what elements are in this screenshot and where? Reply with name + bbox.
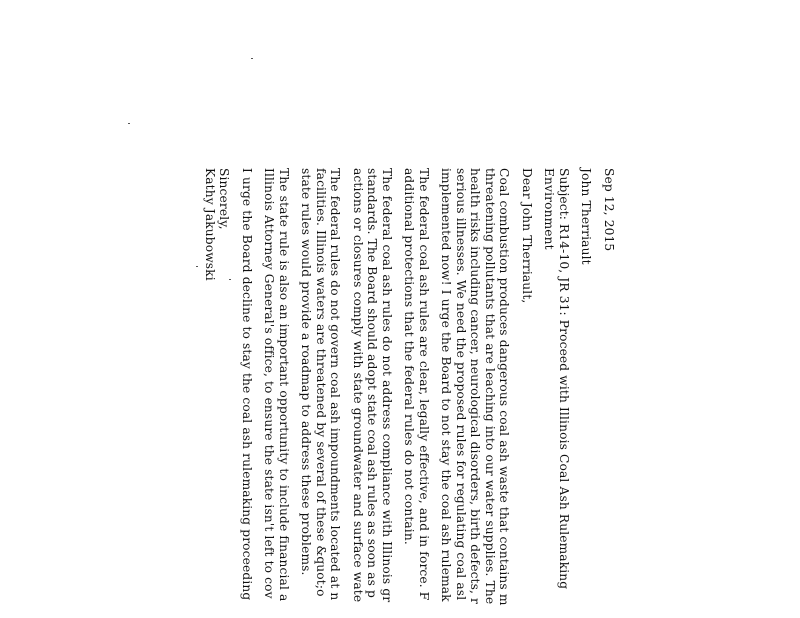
letter-subject-line: Subject: R14-10, JR 31: Proceed with Illinois Coal Ash Rulemaking (557, 168, 571, 590)
letter-recipient: John Therriault (579, 168, 594, 265)
paragraph-2-line: additional protections that the federal rules do not contain. (402, 168, 417, 545)
scan-speck (251, 58, 253, 59)
paragraph-1-line: health risks including cancer, neurological disorders, birth defects, r (468, 168, 483, 605)
letter-signature: Kathy Jakubowski (203, 168, 217, 281)
paragraph-1-line: implemented now! I urge the Board to not stay the coal ash rulemak (439, 168, 454, 602)
paragraph-5-line: Illinois Attorney General's office, to ensure the state isn't left to cov (262, 168, 277, 599)
letter-text-block (203, 168, 617, 618)
closing-line: I urge the Board decline to stay the coal ash rulemaking proceeding (240, 168, 254, 601)
paragraph-3-line: actions or closures comply with state groundwater and surface wate (351, 168, 365, 603)
letter-salutation: Dear John Therriault, (520, 168, 534, 304)
paragraph-2-line: The federal coal ash rules are clear, legally effective, and in force. F (417, 168, 431, 601)
paragraph-1-line: threatening pollutants that are leaching into our water supplies. The (483, 168, 497, 605)
paragraph-1-line: Coal combustion produces dangerous coal ash waste that contains m (497, 168, 512, 606)
paragraph-4-line: The federal rules do not govern coal ash impoundments located at n (328, 168, 343, 601)
scan-speck (128, 123, 130, 124)
paragraph-4-line: facilities. Illinois waters are threatened by several of these &quot;o (314, 168, 328, 597)
letter-date: Sep 12, 2015 (602, 168, 616, 252)
paragraph-4-line: state rules would provide a roadmap to address these problems. (299, 168, 314, 576)
scan-speck (196, 266, 198, 267)
paragraph-3-line: The federal coal ash rules do not address compliance with Illinois gr (380, 168, 394, 603)
paragraph-1-line: serious illnesses. We need the proposed rules for regulating coal asl (454, 168, 468, 601)
paragraph-3-line: standards. The Board should adopt state coal ash rules as soon as p (365, 168, 380, 598)
letter-signoff: Sincerely, (217, 168, 232, 230)
paragraph-5-line: The state rule is also an important opportunity to include financial a (277, 168, 291, 602)
letter-subject-line: Environment (542, 168, 557, 250)
